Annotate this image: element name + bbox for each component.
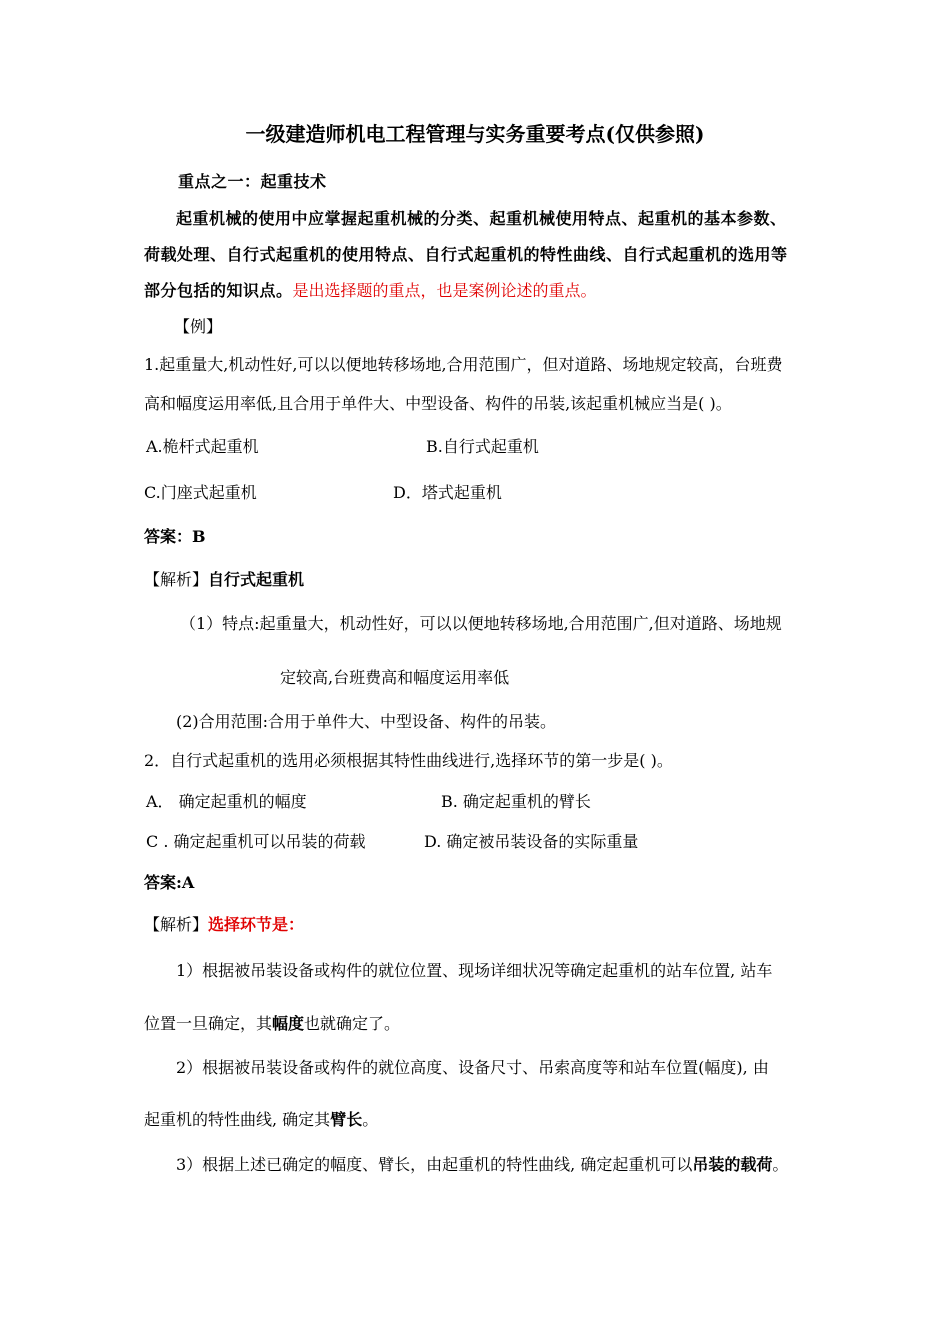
q2-line-1: 2．自行式起重机的选用必须根据其特性曲线进行,选择环节的第一步是( )。	[144, 751, 673, 770]
step-text: 起重机的特性曲线, 确定其	[144, 1110, 331, 1129]
q1-answer: 答案：B	[144, 527, 206, 546]
q1-point-2: (2)合用范围:合用于单件大、中型设备、构件的吊装。	[176, 712, 557, 731]
page-title: 一级建造师机电工程管理与实务重要考点(仅供参照)	[245, 122, 705, 146]
q1-line-2: 高和幅度运用率低,且合用于单件大、中型设备、构件的吊装,该起重机械应当是( )。	[144, 394, 732, 413]
q1-option-b: B.自行式起重机	[426, 437, 539, 456]
q2-step-1-line-1: 1）根据被吊装设备或构件的就位位置、现场详细状况等确定起重机的站车位置, 站车	[176, 961, 773, 980]
q1-option-d: D．塔式起重机	[393, 483, 502, 502]
analysis-title: 选择环节是：	[208, 915, 305, 934]
q1-point-1-line-1: （1）特点:起重量大，机动性好，可以以便地转移场地,合用范围广,但对道路、场地规	[180, 614, 782, 633]
step-keyword: 幅度	[272, 1014, 305, 1033]
step-keyword: 吊装的载荷	[692, 1155, 773, 1174]
step-text: 也就确定了。	[304, 1014, 401, 1033]
step-text: 3）根据上述已确定的幅度、臂长，由起重机的特性曲线, 确定起重机可以	[176, 1155, 693, 1174]
q2-option-a: A． 确定起重机的幅度	[146, 792, 307, 811]
q1-analysis	[144, 570, 304, 590]
step-text: 。	[772, 1155, 789, 1174]
intro-line-3-text: 部分包括的知识点。	[144, 281, 293, 300]
intro-line-3	[144, 281, 597, 301]
analysis-label: 【解析】	[144, 570, 209, 589]
q2-step-2-line-1: 2）根据被吊装设备或构件的就位高度、设备尺寸、吊索高度等和站车位置(幅度), 由	[176, 1058, 769, 1077]
example-label: 【例】	[174, 317, 223, 336]
step-text: 。	[362, 1110, 379, 1129]
intro-line-1: 起重机械的使用中应掌握起重机械的分类、起重机械使用特点、起重机的基本参数、	[176, 209, 787, 228]
q1-line-1: 1.起重量大,机动性好,可以以便地转移场地,合用范围广，但对道路、场地规定较高，台班费	[144, 355, 783, 374]
q1-option-c: C.门座式起重机	[144, 483, 257, 502]
q2-option-c: C . 确定起重机可以吊装的荷载	[146, 832, 366, 851]
step-text: 位置一旦确定，其	[144, 1014, 273, 1033]
q2-step-2-line-2	[144, 1110, 378, 1130]
step-keyword: 臂长	[330, 1110, 363, 1129]
q2-option-d: D. 确定被吊装设备的实际重量	[424, 832, 639, 851]
q2-answer: 答案:A	[144, 873, 195, 892]
q2-option-b: B. 确定起重机的臂长	[441, 792, 591, 811]
intro-line-2: 荷载处理、自行式起重机的使用特点、自行式起重机的特性曲线、自行式起重机的选用等	[144, 245, 788, 264]
q2-analysis	[144, 915, 304, 935]
q1-option-a: A.桅杆式起重机	[146, 437, 259, 456]
analysis-title: 自行式起重机	[208, 570, 305, 589]
intro-highlight: 是出选择题的重点，也是案例论述的重点。	[292, 281, 597, 300]
q1-point-1-line-2: 定较高,台班费高和幅度运用率低	[280, 668, 510, 687]
q2-step-3	[176, 1155, 788, 1175]
q2-step-1-line-2	[144, 1014, 400, 1034]
analysis-label: 【解析】	[144, 915, 209, 934]
section-heading: 重点之一：起重技术	[178, 172, 327, 191]
